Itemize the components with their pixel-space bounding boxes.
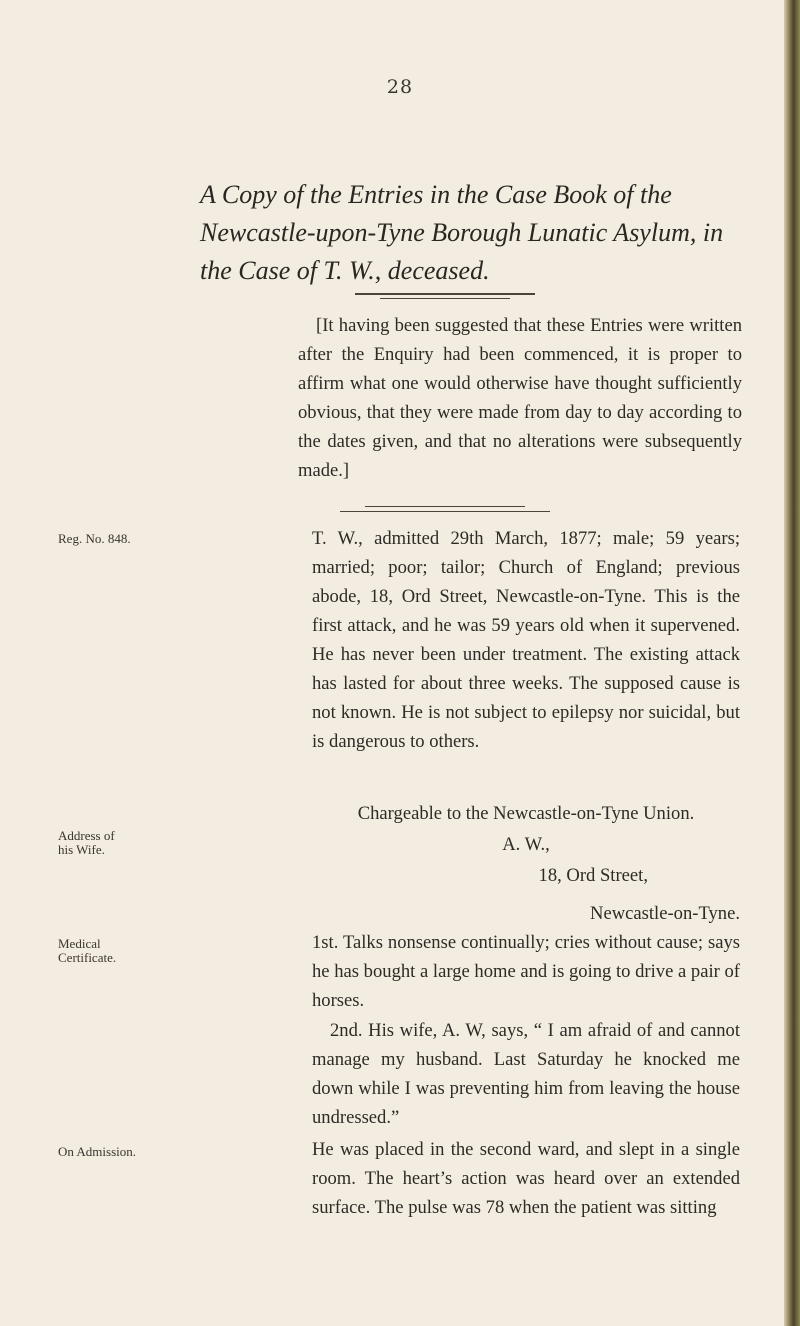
page-edge — [784, 0, 800, 1326]
chargeable-line: Chargeable to the Newcastle-on-Tyne Union. — [357, 803, 695, 824]
address-city: Newcastle-on-Tyne. — [590, 903, 740, 924]
section-rule-top — [365, 506, 525, 507]
margin-note-medical-certificate: Medical Certificate. — [58, 936, 117, 965]
admission-entry: T. W., admitted 29th March, 1877; male; 59 years; married; poor; tailor; Church of England; previous abode, 18, Ord Street, Newcastle-on-Tyne. This is the first attack, and he was 59 years old when it supervened. He has never been under treatment. The existing attack has lasted for about three weeks. The supposed cause is not known. He is not subject to epilepsy nor suicidal, but is dangerous to others. — [312, 528, 740, 752]
certificate-second: 2nd. His wife, A. W, says, “ I am afraid of and cannot manage my husband. Last Saturday he knocked me down while I was preventing him from leaving the house undressed.” — [312, 1020, 740, 1128]
margin-note-address: Address of his Wife. — [58, 828, 115, 857]
page-title: A Copy of the Entries in the Case Book of the Newcastle-upon-Tyne Borough Lunatic Asylum, in the Case of T. W., deceased. — [200, 180, 724, 285]
page-number: 28 — [386, 76, 414, 98]
address-street: 18, Ord Street, — [538, 865, 648, 886]
margin-note-on-admission: On Admission. — [58, 1144, 137, 1159]
section-rule-bottom — [340, 511, 550, 512]
address-name: A. W., — [502, 834, 550, 855]
certificate-first: 1st. Talks nonsense continually; cries without cause; says he has bought a large home and is going to drive a pair of horses. — [312, 932, 740, 1011]
on-admission-paragraph: He was placed in the second ward, and slept in a single room. The heart’s action was heard over an extended surface. The pulse was 78 when the patient was sitting — [312, 1139, 740, 1218]
title-rule-bottom — [380, 298, 510, 299]
title-rule-top — [355, 293, 535, 295]
margin-note-reg-no: Reg. No. 848. — [58, 531, 131, 546]
preface-paragraph: [It having been suggested that these Entries were written after the Enquiry had been commenced, it is proper to affirm what one would otherwise have thought sufficiently obvious, that they were made from day to day according to the dates given, and that no alterations were subsequently made.] — [298, 315, 742, 481]
